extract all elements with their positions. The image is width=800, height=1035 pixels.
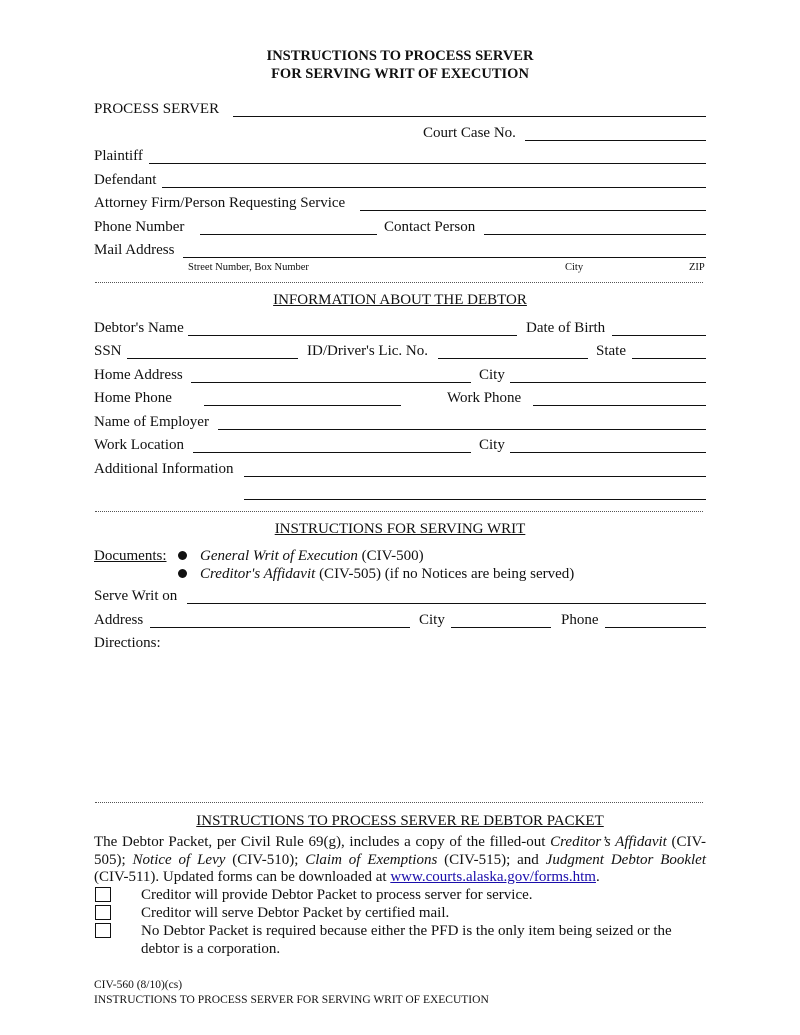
process-server-field[interactable]: [233, 116, 706, 117]
option-1-label: Creditor will provide Debtor Packet to process server for service.: [141, 887, 533, 903]
state-label: State: [596, 343, 626, 359]
additional-info-field-1[interactable]: [244, 476, 706, 477]
dob-label: Date of Birth: [526, 320, 606, 336]
option-1-checkbox[interactable]: [95, 887, 111, 902]
serve-city-label: City: [419, 612, 445, 628]
serve-writ-field[interactable]: [187, 603, 706, 604]
additional-info-label: Additional Information: [94, 461, 234, 477]
option-3-checkbox[interactable]: [95, 923, 111, 938]
option-3-label-line1: No Debtor Packet is required because either the PFD is the only item being seized or the: [141, 923, 672, 939]
work-location-label: Work Location: [94, 437, 185, 453]
form-title-line2: FOR SERVING WRIT OF EXECUTION: [271, 66, 529, 82]
form-title-line1: INSTRUCTIONS TO PROCESS SERVER: [266, 48, 534, 64]
zip-caption: ZIP: [689, 262, 705, 273]
debtor-name-label: Debtor's Name: [94, 320, 184, 336]
home-city-label: City: [479, 367, 505, 383]
defendant-label: Defendant: [94, 172, 157, 188]
city-caption: City: [565, 262, 584, 273]
packet-section-heading: INSTRUCTIONS TO PROCESS SERVER RE DEBTOR PACKET: [196, 813, 604, 829]
phone-number-field[interactable]: [200, 234, 377, 235]
court-case-field[interactable]: [525, 140, 706, 141]
phone-number-label: Phone Number: [94, 219, 185, 235]
additional-info-field-2[interactable]: [244, 499, 706, 500]
contact-person-field[interactable]: [484, 234, 706, 235]
serve-address-label: Address: [94, 612, 144, 628]
dob-field[interactable]: [612, 335, 706, 336]
attorney-label: Attorney Firm/Person Requesting Service: [94, 195, 346, 211]
id-field[interactable]: [438, 358, 588, 359]
employer-field[interactable]: [218, 429, 706, 430]
bullet-icon: [178, 569, 187, 578]
footer-form-title: INSTRUCTIONS TO PROCESS SERVER FOR SERVING WRIT OF EXECUTION: [94, 994, 489, 1006]
employer-label: Name of Employer: [94, 414, 209, 430]
directions-area[interactable]: [94, 655, 706, 790]
footer-form-code: CIV-560 (8/10)(cs): [94, 979, 183, 991]
defendant-field[interactable]: [162, 187, 706, 188]
serve-city-field[interactable]: [451, 627, 551, 628]
option-2-label: Creditor will serve Debtor Packet by certified mail.: [141, 905, 450, 921]
serve-phone-label: Phone: [561, 612, 599, 628]
work-phone-label: Work Phone: [447, 390, 522, 406]
packet-paragraph: The Debtor Packet, per Civil Rule 69(g), includes a copy of the filled-out Creditor’s Affidavit (CIV-505); Notice of Levy (CIV-510); Claim of Exemptions (CIV-515); and Judgment Debtor Booklet (CIV-511). Updated forms can be downloaded at www.courts.alaska.gov/forms.htm.: [94, 834, 707, 885]
section-divider: [95, 511, 703, 512]
home-phone-field[interactable]: [204, 405, 401, 406]
work-city-label: City: [479, 437, 505, 453]
forms-link[interactable]: www.courts.alaska.gov/forms.htm: [390, 869, 596, 885]
option-3-label-line2: debtor is a corporation.: [141, 941, 281, 957]
work-city-field[interactable]: [510, 452, 706, 453]
writ-section-heading: INSTRUCTIONS FOR SERVING WRIT: [274, 521, 526, 537]
state-field[interactable]: [632, 358, 706, 359]
document-item-1: General Writ of Execution (CIV-500): [200, 548, 424, 564]
mail-address-field[interactable]: [183, 257, 706, 258]
section-divider: [95, 282, 703, 283]
process-server-label: PROCESS SERVER: [94, 101, 220, 117]
street-caption: Street Number, Box Number: [188, 262, 309, 273]
debtor-section-heading: INFORMATION ABOUT THE DEBTOR: [273, 292, 527, 308]
mail-address-label: Mail Address: [94, 242, 175, 258]
plaintiff-field[interactable]: [149, 163, 706, 164]
court-case-label: Court Case No.: [423, 125, 516, 141]
section-divider: [95, 802, 703, 803]
serve-writ-label: Serve Writ on: [94, 588, 178, 604]
attorney-field[interactable]: [360, 210, 706, 211]
bullet-icon: [178, 551, 187, 560]
documents-label: Documents:: [94, 548, 167, 564]
contact-person-label: Contact Person: [384, 219, 476, 235]
document-item-2: Creditor's Affidavit (CIV-505) (if no Notices are being served): [200, 566, 575, 582]
serve-address-field[interactable]: [150, 627, 410, 628]
home-phone-label: Home Phone: [94, 390, 172, 406]
work-location-field[interactable]: [193, 452, 471, 453]
debtor-name-field[interactable]: [188, 335, 517, 336]
directions-label: Directions:: [94, 635, 161, 651]
home-address-field[interactable]: [191, 382, 471, 383]
option-2-checkbox[interactable]: [95, 905, 111, 920]
ssn-label: SSN: [94, 343, 122, 359]
home-city-field[interactable]: [510, 382, 706, 383]
id-label: ID/Driver's Lic. No.: [307, 343, 429, 359]
work-phone-field[interactable]: [533, 405, 706, 406]
home-address-label: Home Address: [94, 367, 183, 383]
serve-phone-field[interactable]: [605, 627, 706, 628]
ssn-field[interactable]: [127, 358, 298, 359]
plaintiff-label: Plaintiff: [94, 148, 143, 164]
